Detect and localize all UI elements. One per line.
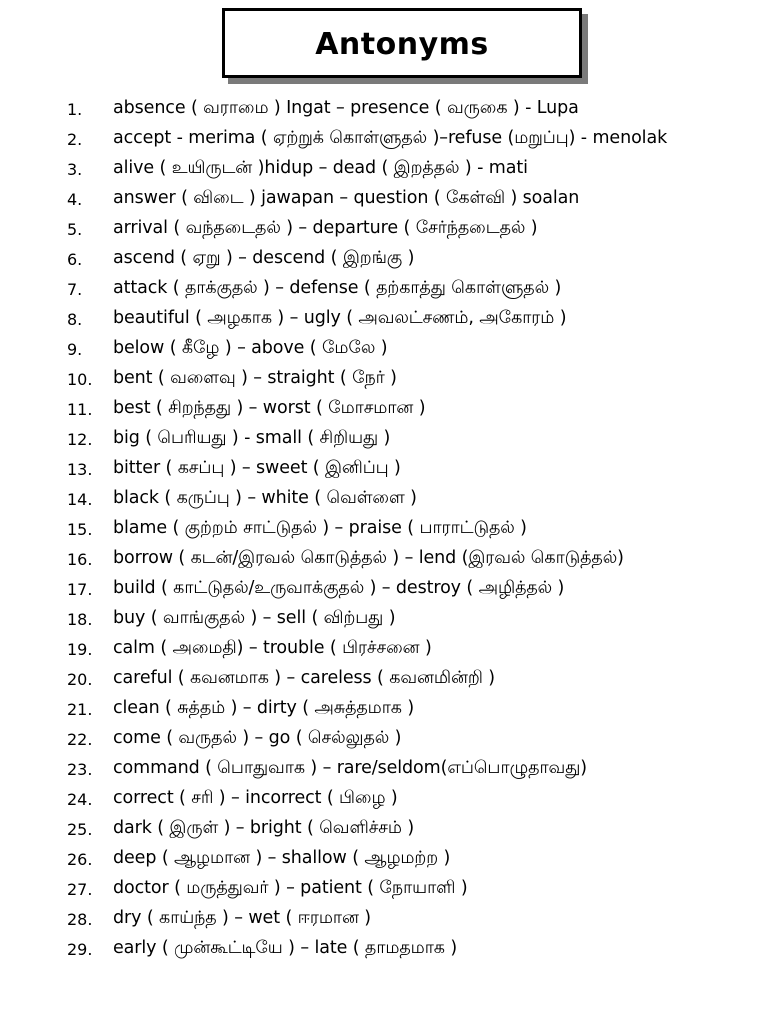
item-number: 20. <box>67 670 93 689</box>
list-item <box>0 216 768 246</box>
item-number: 14. <box>67 490 93 509</box>
item-text: bent ( வளைவு ) – straight ( நேர் ) <box>113 368 397 388</box>
item-text: correct ( சரி ) – incorrect ( பிழை ) <box>113 788 398 808</box>
list-item <box>0 636 768 666</box>
list-item <box>0 156 768 186</box>
page-title: Antonyms <box>315 26 489 62</box>
item-number: 27. <box>67 880 93 899</box>
list-item <box>0 846 768 876</box>
item-number: 18. <box>67 610 93 629</box>
item-number: 8. <box>67 310 83 329</box>
item-number: 15. <box>67 520 93 539</box>
item-text: build ( காட்டுதல்/உருவாக்குதல் ) – destroy ( அழித்தல் ) <box>113 578 565 598</box>
item-text: arrival ( வந்தடைதல் ) – departure ( சேர்ந்தடைதல் ) <box>113 218 538 238</box>
list-item <box>0 786 768 816</box>
list-item <box>0 606 768 636</box>
list-item <box>0 486 768 516</box>
list-item <box>0 576 768 606</box>
item-text: calm ( அமைதி) – trouble ( பிரச்சனை ) <box>113 638 432 658</box>
item-number: 13. <box>67 460 93 479</box>
item-text: alive ( உயிருடன் )hidup – dead ( இறத்தல் ) - mati <box>113 158 528 178</box>
list-item <box>0 366 768 396</box>
list-item <box>0 96 768 126</box>
item-text: ascend ( ஏறு ) – descend ( இறங்கு ) <box>113 248 415 268</box>
list-item <box>0 456 768 486</box>
list-item <box>0 126 768 156</box>
item-text: command ( பொதுவாக ) – rare/seldom(எப்பொழுதாவது) <box>113 758 587 778</box>
item-text: big ( பெரியது ) - small ( சிறியது ) <box>113 428 391 448</box>
item-number: 4. <box>67 190 83 209</box>
item-text: best ( சிறந்தது ) – worst ( மோசமான ) <box>113 398 426 418</box>
item-text: dark ( இருள் ) – bright ( வெளிச்சம் ) <box>113 818 415 838</box>
list-item <box>0 516 768 546</box>
item-text: borrow ( கடன்/இரவல் கொடுத்தல் ) – lend (இரவல் கொடுத்தல்) <box>113 548 624 568</box>
item-text: below ( கீழே ) – above ( மேலே ) <box>113 338 388 358</box>
item-text: accept - merima ( ஏற்றுக் கொள்ளுதல் )–refuse (மறுப்பு) - menolak <box>113 128 668 148</box>
item-number: 1. <box>67 100 83 119</box>
list-item <box>0 306 768 336</box>
item-number: 7. <box>67 280 83 299</box>
title-box <box>222 8 582 78</box>
list-item <box>0 666 768 696</box>
item-number: 2. <box>67 130 83 149</box>
item-number: 25. <box>67 820 93 839</box>
item-number: 6. <box>67 250 83 269</box>
item-number: 22. <box>67 730 93 749</box>
item-number: 10. <box>67 370 93 389</box>
item-number: 28. <box>67 910 93 929</box>
list-item <box>0 276 768 306</box>
item-number: 16. <box>67 550 93 569</box>
item-text: deep ( ஆழமான ) – shallow ( ஆழமற்ற ) <box>113 848 451 868</box>
list-item <box>0 186 768 216</box>
list-item <box>0 426 768 456</box>
item-number: 12. <box>67 430 93 449</box>
item-text: clean ( சுத்தம் ) – dirty ( அசுத்தமாக ) <box>113 698 415 718</box>
item-number: 21. <box>67 700 93 719</box>
list-item <box>0 726 768 756</box>
item-text: attack ( தாக்குதல் ) – defense ( தற்காத்து கொள்ளுதல் ) <box>113 278 562 298</box>
item-text: bitter ( கசப்பு ) – sweet ( இனிப்பு ) <box>113 458 401 478</box>
item-text: doctor ( மருத்துவர் ) – patient ( நோயாளி ) <box>113 878 468 898</box>
item-number: 11. <box>67 400 93 419</box>
item-text: careful ( கவனமாக ) – careless ( கவனமின்றி ) <box>113 668 495 688</box>
item-text: dry ( காய்ந்த ) – wet ( ஈரமான ) <box>113 908 372 928</box>
list-item <box>0 876 768 906</box>
list-item <box>0 696 768 726</box>
item-text: absence ( வராமை ) Ingat – presence ( வருகை ) - Lupa <box>113 98 579 118</box>
item-number: 24. <box>67 790 93 809</box>
item-text: blame ( குற்றம் சாட்டுதல் ) – praise ( பாராட்டுதல் ) <box>113 518 527 538</box>
list-item <box>0 936 768 966</box>
list-item <box>0 546 768 576</box>
item-number: 5. <box>67 220 83 239</box>
item-text: answer ( விடை ) jawapan – question ( கேள்வி ) soalan <box>113 188 580 208</box>
item-text: come ( வருதல் ) – go ( செல்லுதல் ) <box>113 728 402 748</box>
item-text: early ( முன்கூட்டியே ) – late ( தாமதமாக ) <box>113 938 458 958</box>
item-text: black ( கருப்பு ) – white ( வெள்ளை ) <box>113 488 417 508</box>
list-item <box>0 336 768 366</box>
list-item <box>0 396 768 426</box>
list-item <box>0 756 768 786</box>
item-number: 9. <box>67 340 83 359</box>
item-number: 26. <box>67 850 93 869</box>
item-number: 17. <box>67 580 93 599</box>
item-number: 23. <box>67 760 93 779</box>
list-item <box>0 906 768 936</box>
item-text: beautiful ( அழகாக ) – ugly ( அவலட்சணம், அகோரம் ) <box>113 308 567 328</box>
item-number: 19. <box>67 640 93 659</box>
item-text: buy ( வாங்குதல் ) – sell ( விற்பது ) <box>113 608 396 628</box>
list-item <box>0 246 768 276</box>
item-number: 3. <box>67 160 83 179</box>
list-item <box>0 816 768 846</box>
antonym-list <box>0 96 768 966</box>
item-number: 29. <box>67 940 93 959</box>
